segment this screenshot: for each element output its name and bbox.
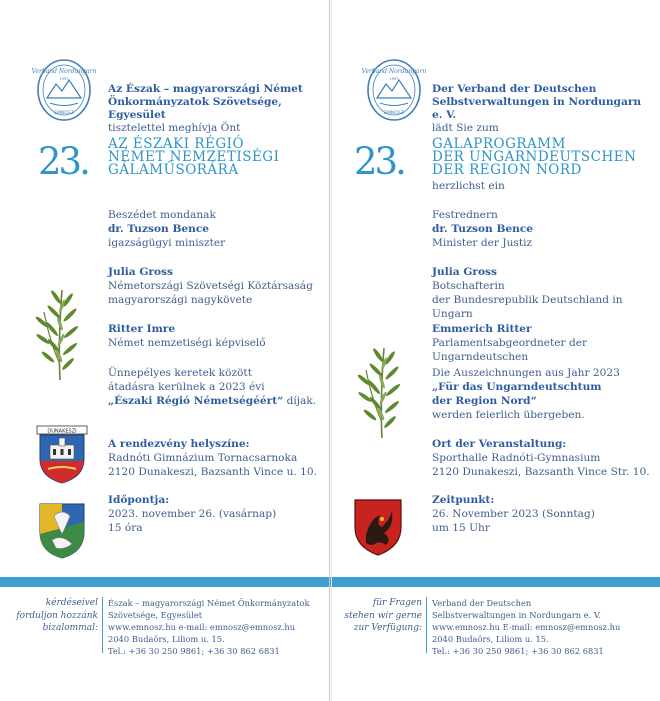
award-name: „Északi Régió Németségéért“ [108,395,284,407]
award-name: der Region Nord“ [432,395,537,407]
organization-name: Az Észak – magyarországi Német Önkormányzatok Szövetsége, Egyesület [108,83,303,121]
speaker-role: Minister der Justiz [432,237,533,249]
rosemary-sprig-icon [352,340,408,440]
contact-line: www.emnosz.hu e-mail: emnosz@emnosz.hu [108,622,296,632]
speaker-block [108,265,313,307]
event-title [432,138,652,177]
speaker-block [108,322,266,350]
award-line: werden feierlich übergeben. [432,409,585,421]
time-line: um 15 Uhr [432,522,490,534]
award-line: átadásra kerülnek a 2023 évi [108,381,265,393]
speaker-role: Német nemzetiségi képviselő [108,337,266,349]
venue-line: Radnóti Gimnázium Tornacsarnoka [108,452,298,464]
rosemary-sprig-icon [30,282,86,382]
event-title-line: DER REGION NORD [432,162,582,178]
venue-label: A rendezvény helyszíne: [108,438,250,450]
contact-details [432,597,620,657]
svg-text:EMNOSZ: EMNOSZ [54,111,74,116]
speaker-name: dr. Tuzson Bence [108,223,210,235]
svg-text:1997: 1997 [389,77,399,81]
time-label: Időpontja: [108,494,170,506]
venue-block [432,437,650,479]
footer-divider [102,597,103,653]
award-line: Ünnepélyes keretek között [108,367,252,379]
contact-line: Tel.: +36 30 250 9861; +36 30 862 6831 [108,646,280,656]
speaker-role: der Bundesrepublik Deutschland in Ungarn [432,294,623,320]
venue-label: Ort der Veranstaltung: [432,438,567,450]
svg-text:Verband Nordungarn: Verband Nordungarn [361,68,427,75]
speaker-name: Julia Gross [108,266,173,278]
speaker-role: Botschafterin [432,280,505,292]
time-line: 2023. november 26. (vasárnap) [108,508,277,520]
speaker-role: magyarországi nagykövete [108,294,253,306]
event-number: 23. [38,140,88,183]
fold-line [331,0,332,701]
speakers-block [432,208,533,250]
speaker-name: dr. Tuzson Bence [432,223,534,235]
contact-prompt-line: für Fragen [372,598,422,608]
emnosz-seal-icon [361,58,427,122]
event-title-line: NÉMET NEMZETISÉGI [108,149,280,165]
contact-line: 2040 Budaörs, Liliom u. 15. [432,634,549,644]
event-title-line: AZ ÉSZAKI RÉGIÓ [108,136,245,152]
venue-line: Sporthalle Radnóti-Gymnasium [432,452,601,464]
venue-line: 2120 Dunakeszi, Bazsanth Vince Str. 10. [432,466,650,478]
contact-prompt-line: stehen wir gerne [344,610,422,621]
time-label: Zeitpunkt: [432,494,495,506]
speaker-block [432,322,660,364]
invite-line: lädt Sie zum [432,122,499,134]
award-block [108,366,316,408]
award-name: „Für das Ungarndeutschtum [432,381,602,393]
event-number: 23. [354,140,404,183]
fold-line [329,0,330,701]
red-shield-crest-icon [352,497,404,557]
contact-line: 2040 Budaörs, Liliom u. 15. [108,634,225,644]
speaker-role: Németországi Szövetségi Köztársaság [108,280,313,292]
speakers-intro: Festrednern [432,209,498,221]
time-block [432,493,595,535]
contact-prompt-line: kérdéseivel [45,598,98,608]
award-line: Die Auszeichnungen aus Jahr 2023 [432,367,620,379]
contact-line: Szövetsége, Egyesület [108,610,203,620]
contact-line: Verband der Deutschen [432,598,532,608]
svg-text:Verband Nordungarn: Verband Nordungarn [31,68,97,75]
speaker-role: Parlamentsabgeordneter der Ungarndeutschen [432,337,588,363]
footer-divider [426,597,427,653]
budaors-crest-icon [36,500,88,560]
svg-text:1997: 1997 [59,77,69,81]
speakers-block [108,208,225,250]
invite-closing: herzlichst ein [432,180,505,192]
contact-line: Tel.: +36 30 250 9861; +36 30 862 6831 [432,646,604,656]
svg-text:DUNAKESZI: DUNAKESZI [47,428,77,435]
invite-line: tisztelettel meghívja Önt [108,122,241,134]
award-line [108,394,316,408]
venue-block [108,437,317,479]
speaker-role: igazságügyi miniszter [108,237,226,249]
emnosz-seal-icon [31,58,97,122]
speaker-name: Julia Gross [432,266,497,278]
time-line: 15 óra [108,522,143,534]
contact-prompt-line: zur Verfügung: [353,623,422,633]
contact-line: Selbstverwaltungen in Nordungarn e. V. [432,610,602,620]
invitation-page-german [330,0,660,701]
award-block [432,366,620,422]
speaker-block [432,265,660,321]
event-title-line: GÁLAMŰSORÁRA [108,162,239,178]
contact-details [108,597,310,657]
contact-prompt-line: forduljon hozzánk [16,610,98,621]
dunakeszi-crest-icon [36,425,88,485]
venue-line: 2120 Dunakeszi, Bazsanth Vince u. 10. [108,466,317,478]
contact-prompt [336,597,422,635]
footer-color-band [0,577,660,587]
organization-name: Der Verband der Deutschen Selbstverwaltungen in Nordungarn e. V. [432,83,642,121]
speakers-intro: Beszédet mondanak [108,209,216,221]
event-title-line: GALAPROGRAMM [432,136,566,152]
time-line: 26. November 2023 (Sonntag) [432,508,595,520]
contact-line: www.emnosz.hu E-mail: emnosz@emnosz.hu [432,622,621,632]
event-title [108,138,328,177]
event-title-line: DER UNGARNDEUTSCHEN [432,149,637,165]
contact-prompt-line: bizalommal: [42,623,98,633]
award-suffix: díjak. [283,395,317,407]
speaker-name: Emmerich Ritter [432,323,532,335]
contact-line: Észak – magyarországi Német Önkormányzatok [108,598,310,608]
speaker-name: Ritter Imre [108,323,176,335]
contact-prompt [12,597,98,635]
svg-text:EMNOSZ: EMNOSZ [384,111,404,116]
time-block [108,493,276,535]
